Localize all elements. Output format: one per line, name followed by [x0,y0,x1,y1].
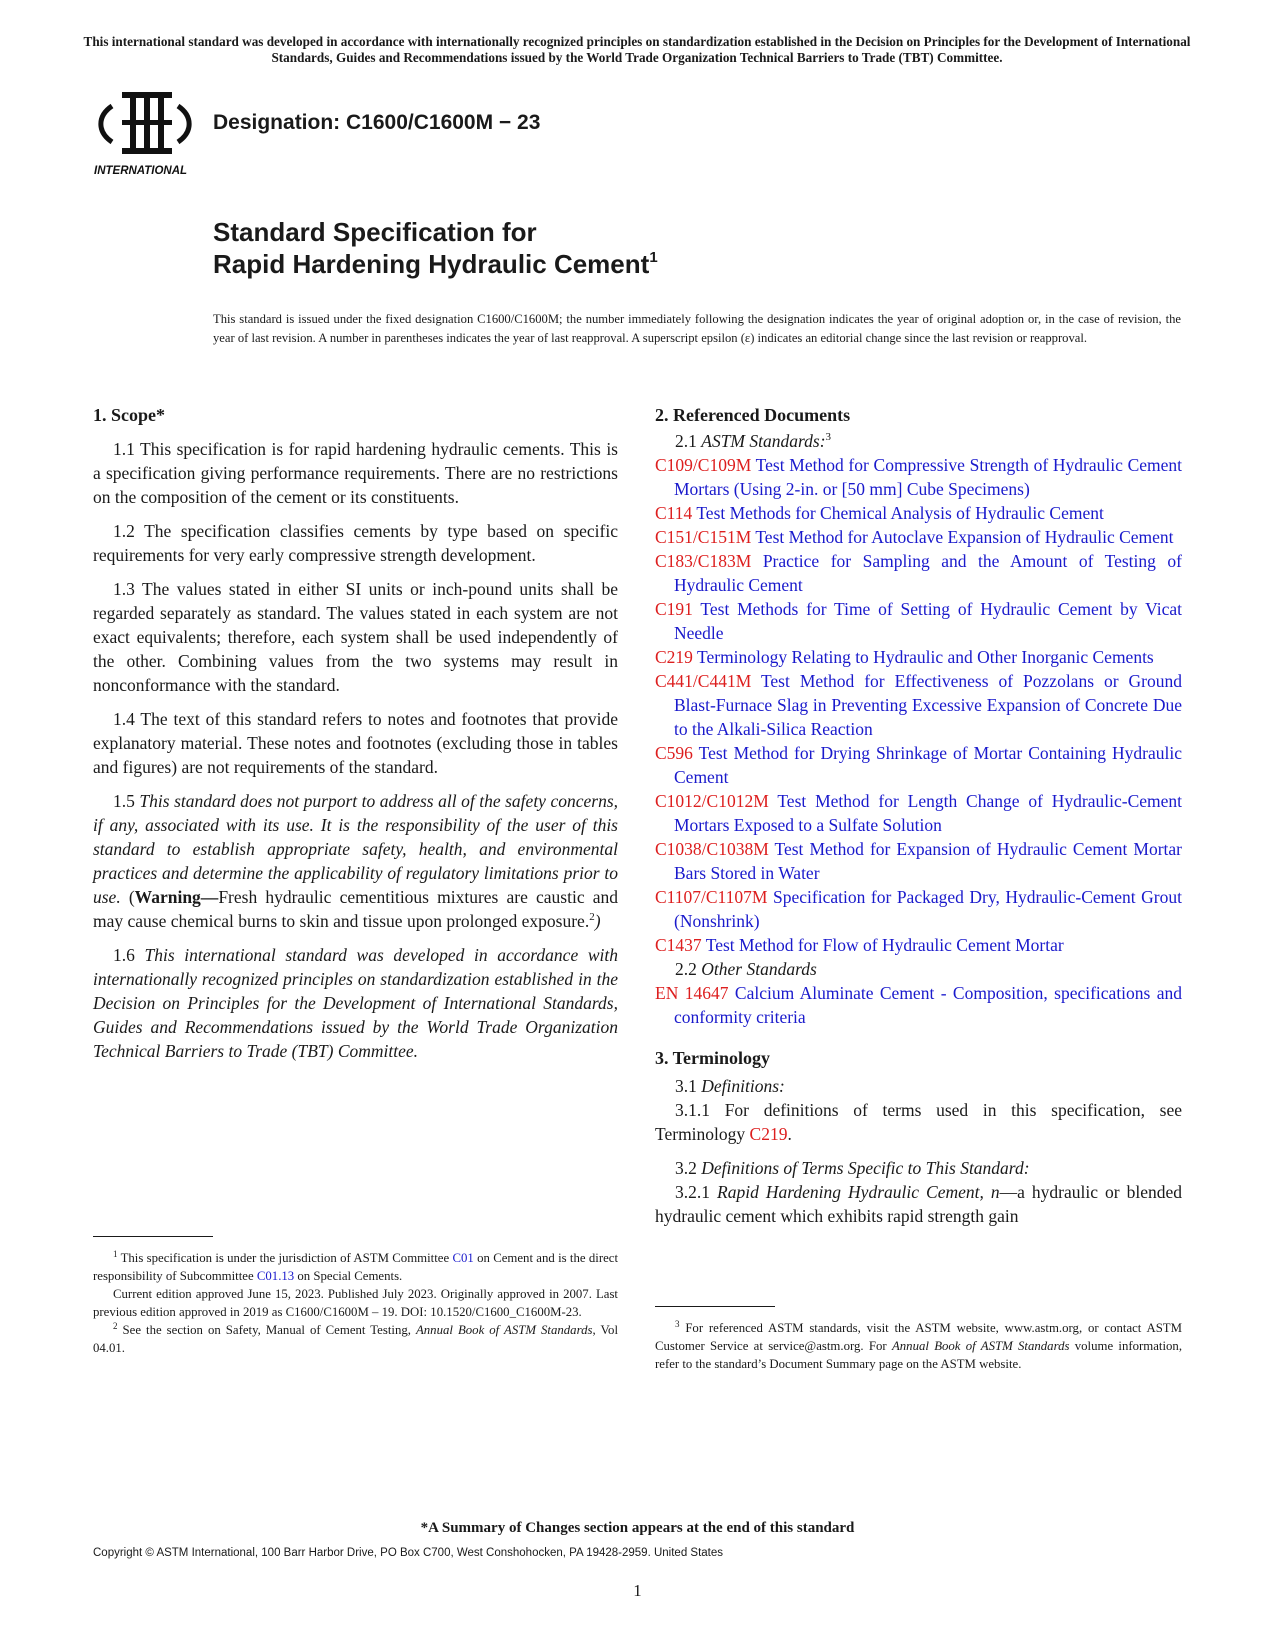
footnote-ref-2[interactable]: 2 [589,911,595,923]
title-line-1: Standard Specification for [213,217,537,247]
reference-entry[interactable] [655,453,1182,501]
footnote-ref-3[interactable]: 3 [825,431,832,443]
terminology-link-c219[interactable]: C219 [749,1124,788,1144]
reference-title[interactable]: Calcium Aluminate Cement - Composition, specifications and conformity criteria [674,983,1183,1027]
paragraph-1-2: 1.2 The specification classifies cements by type based on specific requirements for very early compressive strength development. [93,521,618,565]
footnote-divider-left [93,1236,213,1237]
footnote-3: $^3$ For referenced ASTM standards, visit the ASTM website, www.astm.org, or contact ASTM Customer Service at service@astm.org. For Annual Book of ASTM Standards volume information, refer to the standard’s Document Summary page on the ASTM website. [655,1319,1183,1371]
astm-references-list [655,453,1182,957]
summary-of-changes-note: *A Summary of Changes section appears at the end of this standard [420,1520,855,1536]
section-heading-scope: 1. Scope* [93,405,165,425]
reference-code[interactable]: C219 [655,647,693,667]
left-column [93,403,618,1073]
footnote-2: $^2$ See the section on Safety, Manual of Cement Testing, Annual Book of ASTM Standards, Vol 04.01. [93,1321,619,1355]
reference-entry[interactable] [655,501,1182,525]
subcommittee-link-c01-13[interactable]: C01.13 [256,1269,295,1283]
reference-title[interactable]: Specification for Packaged Dry, Hydraulic-Cement Grout (Nonshrink) [674,887,1182,931]
reference-code[interactable]: C1012/C1012M [655,791,769,811]
reference-title[interactable]: Test Method for Expansion of Hydraulic Cement Mortar Bars Stored in Water [674,839,1182,883]
page-number: 1 [633,1581,642,1600]
reference-code[interactable]: EN 14647 [655,983,729,1003]
paragraph-1-5: 1.5 This standard does not purport to address all of the safety concerns, if any, associated with its use. It is the responsibility of the user of this standard to establish appropriate safety, health, and environmental practices and determine the applicability of regulatory limitations prior to use. (Warning—Fresh hydraulic cementitious mixtures are caustic and may cause chemical burns to skin and tissue upon prolonged exposure.$^2$) [93,791,619,931]
copyright-line: Copyright © ASTM International, 100 Barr Harbor Drive, PO Box C700, West Conshohocken, PA 19428-2959. United States [93,1547,724,1559]
reference-title[interactable]: Test Method for Effectiveness of Pozzolans or Ground Blast-Furnace Slag in Preventing Excessive Expansion of Concrete Due to the Alkali-Silica Reaction [674,671,1182,739]
reference-entry[interactable] [655,669,1182,741]
reference-code[interactable]: C114 [655,503,693,523]
document-title [213,216,658,280]
footnote-1: $^1$ This specification is under the jurisdiction of ASTM Committee C01 on Cement and is the direct responsibility of Subcommittee C01.13 on Special Cements. [93,1249,618,1283]
footnotes-right [655,1319,1182,1373]
section-heading-referenced-documents: 2. Referenced Documents [655,405,851,425]
reference-entry[interactable] [655,525,1182,549]
reference-entry[interactable] [655,885,1182,933]
reference-code[interactable]: C1437 [655,935,702,955]
reference-entry[interactable] [655,981,1182,1029]
paragraph-1-6: 1.6 This international standard was developed in accordance with internationally recognized principles on standardization established in the Decision on Principles for the Development of International Standards, Guides and Recommendations issued by the World Trade Organization Technical Barriers to Trade (TBT) Committee. [93,945,619,1061]
section-heading-terminology: 3. Terminology [655,1048,771,1068]
paragraph-1-4: 1.4 The text of this standard refers to notes and footnotes that provide explanatory material. These notes and footnotes (excluding those in tables and figures) are not requirements of the standard. [93,709,618,777]
astm-international-logo [92,88,200,180]
title-footnote-mark: 1 [649,249,658,266]
designation: Designation: C1600/C1600M − 23 [213,111,541,134]
reference-code[interactable]: C183/C183M [655,551,752,571]
footnote-1-edition: Current edition approved June 15, 2023. Published July 2023. Originally approved in 2007. Last previous edition approved in 2019 as C1600/C1600M – 19. DOI: 10.1520/C1600_C1600M-23. [93,1287,618,1319]
subsection-2-1: 2.1 ASTM Standards:$^3$ [675,431,832,451]
other-references-list [655,981,1182,1029]
reference-title[interactable]: Test Methods for Chemical Analysis of Hydraulic Cement [696,503,1104,523]
reference-entry[interactable] [655,645,1182,669]
reference-code[interactable]: C191 [655,599,693,619]
footnote-divider-right [655,1306,775,1307]
reference-title[interactable]: Practice for Sampling and the Amount of Testing of Hydraulic Cement [674,551,1183,595]
reference-code[interactable]: C109/C109M [655,455,752,475]
reference-title[interactable]: Test Method for Drying Shrinkage of Mortar Containing Hydraulic Cement [674,743,1182,787]
reference-code[interactable]: C1038/C1038M [655,839,769,859]
right-column [655,403,1182,1228]
issuance-statement: This standard is issued under the fixed designation C1600/C1600M; the number immediately following the designation indicates the year of original adoption or, in the case of revision, the year of last revision. A number in parentheses indicates the year of last reapproval. A superscript epsilon (ε) indicates an editorial change since the last revision or reapproval. [213,312,1181,345]
reference-title[interactable]: Terminology Relating to Hydraulic and Other Inorganic Cements [697,647,1154,667]
committee-link-c01[interactable]: C01 [452,1251,474,1265]
reference-code[interactable]: C1107/C1107M [655,887,768,907]
reference-entry[interactable] [655,741,1182,789]
astm-logo-icon [101,92,189,154]
reference-code[interactable]: C596 [655,743,693,763]
paragraph-3-2-1: 3.2.1 Rapid Hardening Hydraulic Cement, n—a hydraulic or blended hydraulic cement which exhibits rapid strength gain [655,1182,1183,1226]
subsection-3-1: 3.1 Definitions: [675,1076,785,1096]
reference-code[interactable]: C441/C441M [655,671,752,691]
warning-label: Warning— [134,887,219,907]
reference-title[interactable]: Test Method for Flow of Hydraulic Cement Mortar [705,935,1064,955]
paragraph-1-1: 1.1 This specification is for rapid hardening hydraulic cements. This is a specification giving performance requirements. There are no restrictions on the composition of the cement or its constituents. [93,439,618,507]
reference-title[interactable]: Test Methods for Time of Setting of Hydraulic Cement by Vicat Needle [674,599,1182,643]
footnotes-left [93,1249,618,1357]
reference-entry[interactable] [655,933,1182,957]
subsection-3-2: 3.2 Definitions of Terms Specific to This Standard: [675,1158,1030,1178]
reference-title[interactable]: Test Method for Compressive Strength of Hydraulic Cement Mortars (Using 2-in. or [50 mm] Cube Specimens) [674,455,1182,499]
reference-entry[interactable] [655,789,1182,837]
reference-entry[interactable] [655,597,1182,645]
logo-caption: INTERNATIONAL [94,165,188,177]
reference-entry[interactable] [655,549,1182,597]
paragraph-3-1-1: 3.1.1 For definitions of terms used in this specification, see Terminology C219. [655,1100,1182,1144]
top-notice: This international standard was developed in accordance with internationally recognized principles on standardization established in the Decision on Principles for the Development of International Standards, Guides and Recommendations issued by the World Trade Organization Technical Barriers to Trade (TBT) Committee. [83,34,1191,65]
reference-title[interactable]: Test Method for Autoclave Expansion of Hydraulic Cement [755,527,1174,547]
reference-entry[interactable] [655,837,1182,885]
title-line-2: Rapid Hardening Hydraulic Cement [213,249,650,279]
reference-code[interactable]: C151/C151M [655,527,752,547]
reference-title[interactable]: Test Method for Length Change of Hydraulic-Cement Mortars Exposed to a Sulfate Solution [674,791,1183,835]
subsection-2-2: 2.2 Other Standards [675,959,817,979]
paragraph-1-3: 1.3 The values stated in either SI units or inch-pound units shall be regarded separately as standard. The values stated in each system are not exact equivalents; therefore, each system shall be used independently of the other. Combining values from the two systems may result in nonconformance with the standard. [93,579,618,695]
